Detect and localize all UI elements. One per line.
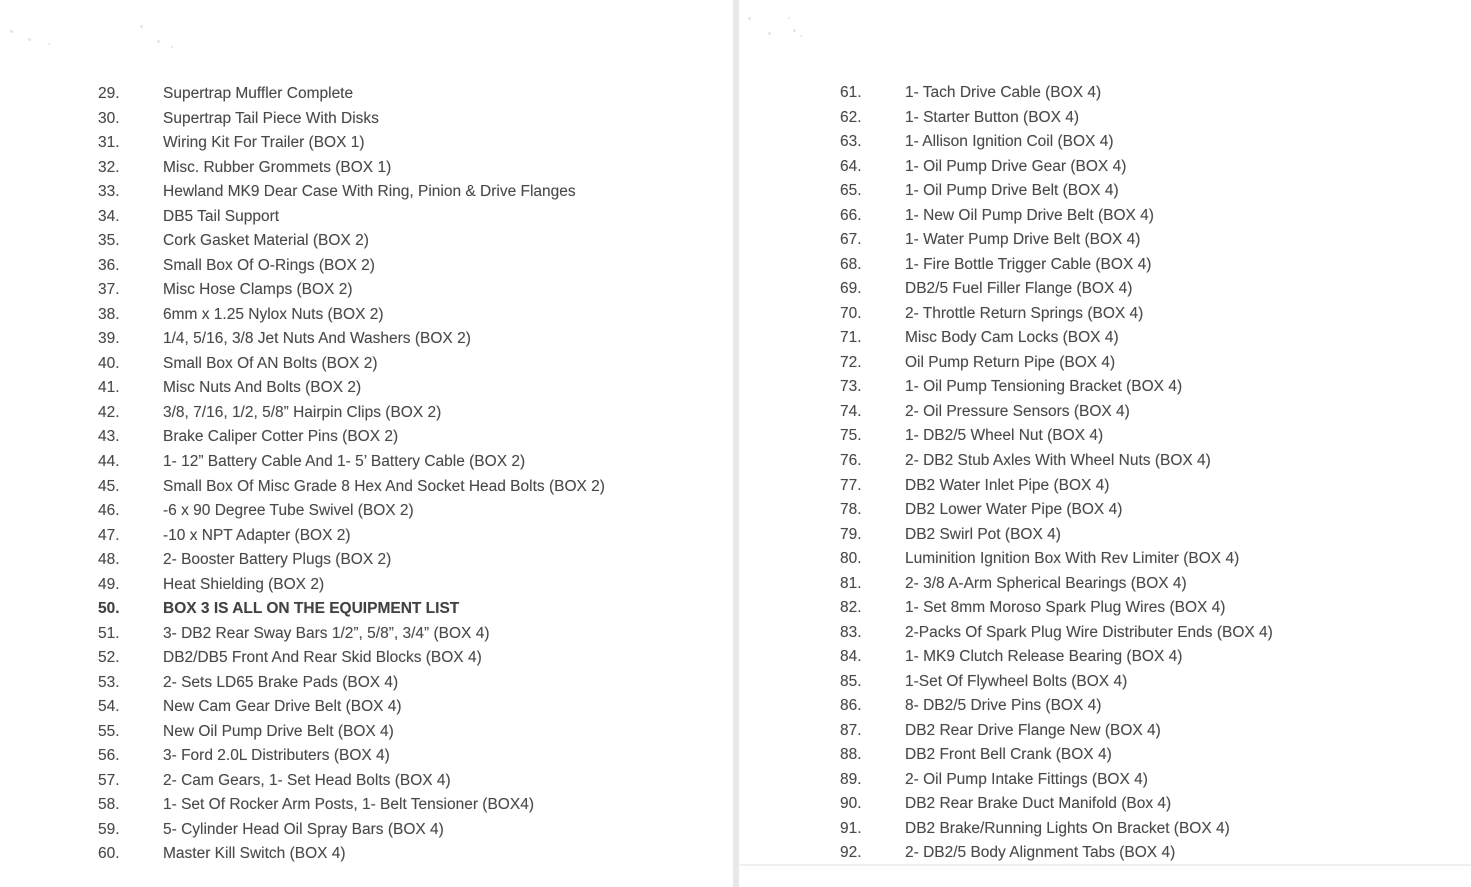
item-text: 1- DB2/5 Wheel Nut (BOX 4) bbox=[905, 427, 1104, 445]
list-item bbox=[98, 695, 605, 720]
item-number: 77. bbox=[840, 476, 862, 494]
item-text: 1- Set 8mm Moroso Spark Plug Wires (BOX 4) bbox=[905, 599, 1226, 617]
item-number: 91. bbox=[840, 819, 862, 837]
item-text: Supertrap Tail Piece With Disks bbox=[163, 109, 379, 127]
list-item bbox=[840, 277, 1273, 302]
item-text: 1- Oil Pump Drive Gear (BOX 4) bbox=[905, 157, 1127, 175]
item-number: 48. bbox=[98, 551, 120, 569]
item-number: 43. bbox=[98, 428, 120, 446]
item-number: 32. bbox=[98, 158, 120, 176]
item-text: 1/4, 5/16, 3/8 Jet Nuts And Washers (BOX 2) bbox=[163, 330, 471, 348]
item-number: 46. bbox=[98, 502, 120, 520]
item-number: 63. bbox=[840, 133, 862, 151]
list-item bbox=[98, 842, 605, 867]
item-text: Oil Pump Return Pipe (BOX 4) bbox=[905, 353, 1116, 371]
list-item bbox=[98, 131, 605, 156]
item-text: 1- Oil Pump Tensioning Bracket (BOX 4) bbox=[905, 378, 1183, 396]
item-text: 1- Oil Pump Drive Belt (BOX 4) bbox=[905, 182, 1119, 200]
item-number: 41. bbox=[98, 379, 120, 397]
list-item bbox=[840, 841, 1273, 866]
list-item bbox=[840, 522, 1273, 547]
item-text: DB2 Rear Drive Flange New (BOX 4) bbox=[905, 721, 1161, 739]
list-item bbox=[840, 473, 1273, 498]
item-text: -10 x NPT Adapter (BOX 2) bbox=[163, 526, 351, 544]
list-item bbox=[98, 278, 605, 303]
item-number: 58. bbox=[98, 796, 120, 814]
scan-speck bbox=[140, 25, 143, 28]
item-text: DB2 Rear Brake Duct Manifold (Box 4) bbox=[905, 795, 1172, 813]
list-item bbox=[840, 400, 1273, 425]
item-number: 57. bbox=[98, 771, 120, 789]
item-number: 73. bbox=[840, 378, 862, 396]
list-item bbox=[98, 180, 605, 205]
list-item bbox=[98, 621, 605, 646]
item-number: 80. bbox=[840, 550, 862, 568]
item-number: 71. bbox=[840, 329, 862, 347]
item-number: 84. bbox=[840, 648, 862, 666]
item-number: 61. bbox=[840, 84, 862, 102]
item-number: 49. bbox=[98, 575, 120, 593]
item-number: 69. bbox=[840, 280, 862, 298]
item-number: 35. bbox=[98, 232, 120, 250]
scan-speck bbox=[171, 46, 173, 48]
item-text: 2- Throttle Return Springs (BOX 4) bbox=[905, 304, 1144, 322]
item-number: 34. bbox=[98, 207, 120, 225]
item-text: Brake Caliper Cotter Pins (BOX 2) bbox=[163, 428, 399, 446]
item-text: Cork Gasket Material (BOX 2) bbox=[163, 232, 369, 250]
item-number: 56. bbox=[98, 747, 120, 765]
page-divider bbox=[733, 0, 739, 887]
item-text: -6 x 90 Degree Tube Swivel (BOX 2) bbox=[163, 502, 414, 520]
list-item bbox=[98, 670, 605, 695]
item-number: 65. bbox=[840, 182, 862, 200]
item-number: 70. bbox=[840, 304, 862, 322]
item-number: 52. bbox=[98, 649, 120, 667]
list-item bbox=[98, 474, 605, 499]
item-number: 36. bbox=[98, 256, 120, 274]
list-item bbox=[840, 449, 1273, 474]
item-number: 64. bbox=[840, 157, 862, 175]
scan-speck bbox=[10, 30, 13, 33]
item-text: 1- Starter Button (BOX 4) bbox=[905, 108, 1080, 126]
item-number: 59. bbox=[98, 820, 120, 838]
item-text: DB5 Tail Support bbox=[163, 207, 280, 225]
item-number: 55. bbox=[98, 722, 120, 740]
item-text: Luminition Ignition Box With Rev Limiter (BOX 4) bbox=[905, 550, 1240, 568]
item-number: 31. bbox=[98, 134, 120, 152]
list-item bbox=[840, 204, 1273, 229]
list-item bbox=[98, 719, 605, 744]
item-number: 68. bbox=[840, 255, 862, 273]
list-item bbox=[840, 620, 1273, 645]
item-number: 50. bbox=[98, 600, 120, 618]
item-number: 81. bbox=[840, 574, 862, 592]
item-number: 75. bbox=[840, 427, 862, 445]
item-text: Heat Shielding (BOX 2) bbox=[163, 575, 325, 593]
item-number: 76. bbox=[840, 451, 862, 469]
scan-speck bbox=[157, 40, 160, 43]
item-text: 2- Sets LD65 Brake Pads (BOX 4) bbox=[163, 673, 399, 691]
scan-speck bbox=[48, 43, 50, 45]
item-number: 30. bbox=[98, 109, 120, 127]
list-item bbox=[840, 253, 1273, 278]
item-text: 8- DB2/5 Drive Pins (BOX 4) bbox=[905, 697, 1102, 715]
item-text: New Oil Pump Drive Belt (BOX 4) bbox=[163, 722, 394, 740]
item-text: Supertrap Muffler Complete bbox=[163, 85, 354, 103]
item-number: 86. bbox=[840, 697, 862, 715]
list-item bbox=[98, 352, 605, 377]
item-text: Misc. Rubber Grommets (BOX 1) bbox=[163, 158, 392, 176]
item-text: DB2 Swirl Pot (BOX 4) bbox=[905, 525, 1061, 543]
list-item bbox=[98, 523, 605, 548]
item-number: 51. bbox=[98, 624, 120, 642]
item-text: 1- Set Of Rocker Arm Posts, 1- Belt Tensioner (BOX4) bbox=[163, 796, 534, 814]
list-item bbox=[98, 572, 605, 597]
list-item bbox=[98, 107, 605, 132]
item-number: 87. bbox=[840, 721, 862, 739]
list-item bbox=[840, 130, 1273, 155]
item-text: DB2 Water Inlet Pipe (BOX 4) bbox=[905, 476, 1110, 494]
list-item bbox=[840, 547, 1273, 572]
scan-speck bbox=[788, 17, 790, 19]
item-text: Misc Nuts And Bolts (BOX 2) bbox=[163, 379, 362, 397]
list-item bbox=[840, 767, 1273, 792]
list-item bbox=[98, 425, 605, 450]
item-number: 37. bbox=[98, 281, 120, 299]
item-text: 1- Water Pump Drive Belt (BOX 4) bbox=[905, 231, 1141, 249]
list-item bbox=[98, 793, 605, 818]
item-number: 92. bbox=[840, 844, 862, 862]
item-text: 2- Booster Battery Plugs (BOX 2) bbox=[163, 551, 392, 569]
item-number: 88. bbox=[840, 746, 862, 764]
list-item bbox=[840, 645, 1273, 670]
item-text: 2- DB2 Stub Axles With Wheel Nuts (BOX 4) bbox=[905, 451, 1211, 469]
item-list-left bbox=[98, 82, 605, 867]
item-text: Misc Hose Clamps (BOX 2) bbox=[163, 281, 353, 299]
item-text: 1-Set Of Flywheel Bolts (BOX 4) bbox=[905, 672, 1128, 690]
item-text: Wiring Kit For Trailer (BOX 1) bbox=[163, 134, 365, 152]
list-item bbox=[98, 646, 605, 671]
item-number: 79. bbox=[840, 525, 862, 543]
item-number: 39. bbox=[98, 330, 120, 348]
item-number: 66. bbox=[840, 206, 862, 224]
scan-speck bbox=[768, 32, 771, 35]
item-text: 1- Fire Bottle Trigger Cable (BOX 4) bbox=[905, 255, 1152, 273]
item-text: Hewland MK9 Dear Case With Ring, Pinion & Drive Flanges bbox=[163, 183, 576, 201]
item-number: 67. bbox=[840, 231, 862, 249]
list-item bbox=[840, 596, 1273, 621]
item-number: 72. bbox=[840, 353, 862, 371]
item-text: Small Box Of Misc Grade 8 Hex And Socket Head Bolts (BOX 2) bbox=[163, 477, 605, 495]
list-item bbox=[840, 375, 1273, 400]
list-item bbox=[840, 718, 1273, 743]
item-text: 2- DB2/5 Body Alignment Tabs (BOX 4) bbox=[905, 844, 1176, 862]
item-text: BOX 3 IS ALL ON THE EQUIPMENT LIST bbox=[163, 600, 460, 618]
item-text: 2-Packs Of Spark Plug Wire Distributer Ends (BOX 4) bbox=[905, 623, 1273, 641]
list-item bbox=[98, 327, 605, 352]
list-item bbox=[840, 498, 1273, 523]
list-item bbox=[840, 571, 1273, 596]
item-text: 3- Ford 2.0L Distributers (BOX 4) bbox=[163, 747, 390, 765]
scan-speck bbox=[28, 38, 31, 41]
item-text: Small Box Of AN Bolts (BOX 2) bbox=[163, 354, 378, 372]
item-text: 5- Cylinder Head Oil Spray Bars (BOX 4) bbox=[163, 820, 444, 838]
item-number: 45. bbox=[98, 477, 120, 495]
item-number: 90. bbox=[840, 795, 862, 813]
item-number: 60. bbox=[98, 845, 120, 863]
item-text: Small Box Of O-Rings (BOX 2) bbox=[163, 256, 375, 274]
list-item bbox=[98, 597, 605, 622]
list-item bbox=[840, 302, 1273, 327]
item-text: DB2 Front Bell Crank (BOX 4) bbox=[905, 746, 1112, 764]
scan-speck bbox=[748, 17, 751, 20]
item-number: 38. bbox=[98, 305, 120, 323]
list-item bbox=[98, 817, 605, 842]
item-text: 3/8, 7/16, 1/2, 5/8” Hairpin Clips (BOX 2) bbox=[163, 403, 442, 421]
list-item bbox=[98, 254, 605, 279]
list-item bbox=[840, 81, 1273, 106]
item-number: 44. bbox=[98, 452, 120, 470]
item-text: 2- 3/8 A-Arm Spherical Bearings (BOX 4) bbox=[905, 574, 1187, 592]
list-item bbox=[98, 376, 605, 401]
item-number: 53. bbox=[98, 673, 120, 691]
list-item bbox=[98, 82, 605, 107]
list-item bbox=[840, 106, 1273, 131]
list-item bbox=[98, 401, 605, 426]
list-item bbox=[98, 744, 605, 769]
list-item bbox=[98, 205, 605, 230]
list-item bbox=[98, 548, 605, 573]
item-number: 83. bbox=[840, 623, 862, 641]
item-text: 1- Allison Ignition Coil (BOX 4) bbox=[905, 133, 1114, 151]
item-text: 1- MK9 Clutch Release Bearing (BOX 4) bbox=[905, 648, 1183, 666]
item-text: 2- Oil Pressure Sensors (BOX 4) bbox=[905, 402, 1130, 420]
item-number: 47. bbox=[98, 526, 120, 544]
item-text: 2- Cam Gears, 1- Set Head Bolts (BOX 4) bbox=[163, 771, 451, 789]
list-item bbox=[840, 816, 1273, 841]
item-number: 54. bbox=[98, 698, 120, 716]
list-item bbox=[98, 303, 605, 328]
item-text: DB2 Lower Water Pipe (BOX 4) bbox=[905, 501, 1123, 519]
item-number: 33. bbox=[98, 183, 120, 201]
item-number: 40. bbox=[98, 354, 120, 372]
item-text: Misc Body Cam Locks (BOX 4) bbox=[905, 329, 1119, 347]
item-number: 82. bbox=[840, 599, 862, 617]
item-number: 89. bbox=[840, 770, 862, 788]
item-text: 3- DB2 Rear Sway Bars 1/2”, 5/8”, 3/4” (BOX 4) bbox=[163, 624, 490, 642]
item-text: 1- New Oil Pump Drive Belt (BOX 4) bbox=[905, 206, 1154, 224]
item-text: 1- 12” Battery Cable And 1- 5’ Battery Cable (BOX 2) bbox=[163, 452, 526, 470]
item-number: 42. bbox=[98, 403, 120, 421]
list-item bbox=[840, 424, 1273, 449]
list-item bbox=[840, 326, 1273, 351]
item-text: 6mm x 1.25 Nylox Nuts (BOX 2) bbox=[163, 305, 384, 323]
item-list-right bbox=[840, 81, 1273, 866]
item-number: 29. bbox=[98, 85, 120, 103]
list-item bbox=[840, 669, 1273, 694]
list-item bbox=[98, 768, 605, 793]
scan-speck bbox=[800, 35, 802, 37]
item-number: 78. bbox=[840, 501, 862, 519]
list-item bbox=[840, 694, 1273, 719]
list-item bbox=[840, 155, 1273, 180]
page-bottom-edge-line bbox=[740, 864, 1471, 866]
list-item bbox=[98, 499, 605, 524]
list-item bbox=[98, 156, 605, 181]
item-text: DB2/5 Fuel Filler Flange (BOX 4) bbox=[905, 280, 1133, 298]
item-text: 2- Oil Pump Intake Fittings (BOX 4) bbox=[905, 770, 1148, 788]
item-text: DB2/DB5 Front And Rear Skid Blocks (BOX 4) bbox=[163, 649, 482, 667]
item-text: Master Kill Switch (BOX 4) bbox=[163, 845, 346, 863]
scan-speck bbox=[793, 29, 796, 32]
list-item bbox=[840, 792, 1273, 817]
item-text: DB2 Brake/Running Lights On Bracket (BOX 4) bbox=[905, 819, 1230, 837]
list-item bbox=[840, 743, 1273, 768]
item-number: 85. bbox=[840, 672, 862, 690]
list-item bbox=[98, 450, 605, 475]
item-number: 62. bbox=[840, 108, 862, 126]
list-item bbox=[98, 229, 605, 254]
list-item bbox=[840, 351, 1273, 376]
item-text: 1- Tach Drive Cable (BOX 4) bbox=[905, 84, 1102, 102]
list-item bbox=[840, 179, 1273, 204]
list-item bbox=[840, 228, 1273, 253]
item-number: 74. bbox=[840, 402, 862, 420]
item-text: New Cam Gear Drive Belt (BOX 4) bbox=[163, 698, 402, 716]
